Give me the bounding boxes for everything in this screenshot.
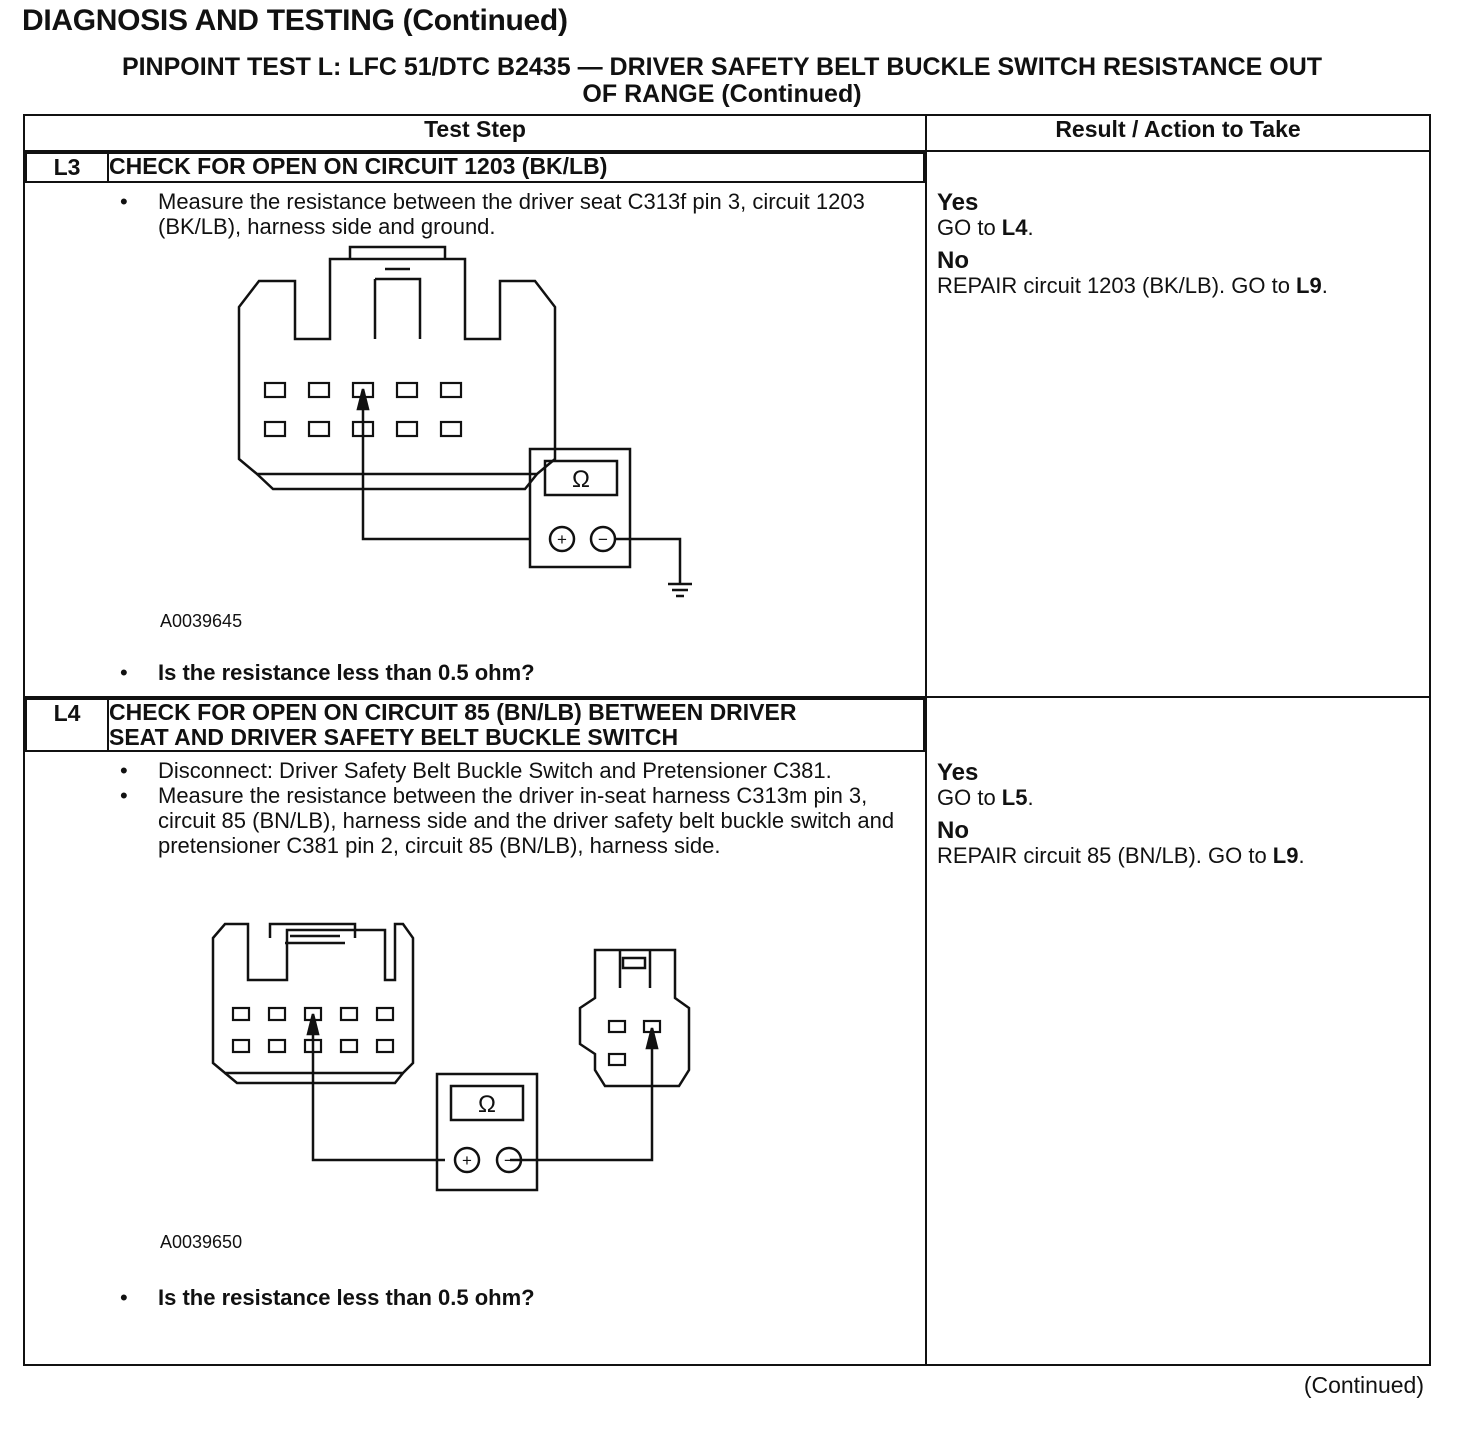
connector-diagram-l4	[25, 858, 925, 1230]
question-text: Is the resistance less than 0.5 ohm?	[158, 1285, 535, 1310]
goto-step-link[interactable]: L5	[1001, 785, 1028, 810]
result-no-action: REPAIR circuit 1203 (BK/LB). GO to L9.	[937, 273, 1328, 298]
pinpoint-test-title	[22, 54, 1422, 108]
step-id-l4: L4	[26, 699, 108, 751]
step-title-l3: CHECK FOR OPEN ON CIRCUIT 1203 (BK/LB)	[108, 153, 924, 182]
connector-latch	[350, 247, 445, 339]
bullet-icon: •	[120, 660, 128, 685]
step-body-l4	[25, 758, 925, 1310]
pinpoint-title-line1: PINPOINT TEST L: LFC 51/DTC B2435 — DRIVER SAFETY BELT BUCKLE SWITCH RESISTANCE OUT	[121, 53, 1323, 81]
result-yes-label: Yes	[937, 759, 979, 786]
step-id-l3: L3	[26, 153, 108, 182]
step-question	[25, 660, 925, 685]
step-row-l4	[24, 697, 1430, 1365]
step-title-line2: SEAT AND DRIVER SAFETY BELT BUCKLE SWITCH	[109, 724, 679, 750]
column-header-test-step: Test Step	[24, 115, 926, 151]
step-instruction	[25, 783, 925, 858]
step-body-l3	[25, 189, 925, 685]
plus-terminal-icon: +	[557, 530, 567, 549]
result-no-action: REPAIR circuit 85 (BN/LB). GO to L9.	[937, 843, 1305, 868]
step-title-line1: CHECK FOR OPEN ON CIRCUIT 85 (BN/LB) BETWEEN DRIVER	[109, 699, 797, 725]
step-question	[25, 1285, 925, 1310]
goto-step-link[interactable]: L9	[1296, 273, 1322, 298]
step-instruction	[25, 189, 925, 239]
connector-housing	[239, 259, 555, 474]
ohm-icon: Ω	[572, 466, 590, 493]
page-title: DIAGNOSIS AND TESTING (Continued)	[22, 4, 568, 37]
test-lead-positive	[308, 1014, 445, 1160]
figure-id-l4: A0039650	[160, 1232, 243, 1252]
bullet-icon: •	[120, 189, 128, 214]
continued-label: (Continued)	[1303, 1372, 1424, 1398]
pinpoint-test-table	[23, 114, 1431, 1366]
instruction-text: Disconnect: Driver Safety Belt Buckle Switch and Pretensioner C381.	[158, 758, 832, 783]
bullet-icon: •	[120, 758, 128, 783]
plus-terminal-icon: +	[462, 1151, 472, 1170]
figure-id-l3: A0039645	[160, 611, 243, 631]
goto-step-link[interactable]: L4	[1001, 215, 1028, 240]
result-yes-label: Yes	[937, 189, 979, 216]
result-no-label: No	[937, 247, 969, 274]
pinpoint-title-line2: OF RANGE (Continued)	[582, 80, 862, 108]
result-cell-l3	[926, 151, 1430, 697]
buckle-switch-connector	[580, 950, 689, 1086]
ohm-icon: Ω	[478, 1091, 496, 1118]
step-title-l4	[108, 699, 924, 751]
bullet-icon: •	[120, 1285, 128, 1310]
minus-terminal-icon: −	[598, 530, 608, 549]
instruction-text: Measure the resistance between the driver in-seat harness C313m pin 3, circuit 85 (BN/LB), harness side and the driver safety belt buckle switch and pretensioner C381 pin 2, circuit 85 (BN/LB), harness side.	[158, 783, 895, 858]
question-text: Is the resistance less than 0.5 ohm?	[158, 660, 535, 685]
result-cell-l4	[926, 697, 1430, 1365]
test-lead-positive	[358, 389, 530, 539]
result-yes-action: GO to L5.	[937, 785, 1034, 810]
result-yes-action: GO to L4.	[937, 215, 1034, 240]
connector-latch	[270, 924, 355, 943]
step-row-l3	[24, 151, 1430, 697]
result-no-label: No	[937, 817, 969, 844]
minus-terminal-icon: −	[504, 1151, 514, 1170]
connector-diagram-l3	[25, 239, 925, 609]
goto-step-link[interactable]: L9	[1272, 843, 1299, 868]
step-instruction	[25, 758, 925, 783]
instruction-text: Measure the resistance between the driver seat C313f pin 3, circuit 1203 (BK/LB), harness side and ground.	[158, 189, 865, 239]
column-header-result: Result / Action to Take	[926, 115, 1430, 151]
bullet-icon: •	[120, 783, 128, 808]
